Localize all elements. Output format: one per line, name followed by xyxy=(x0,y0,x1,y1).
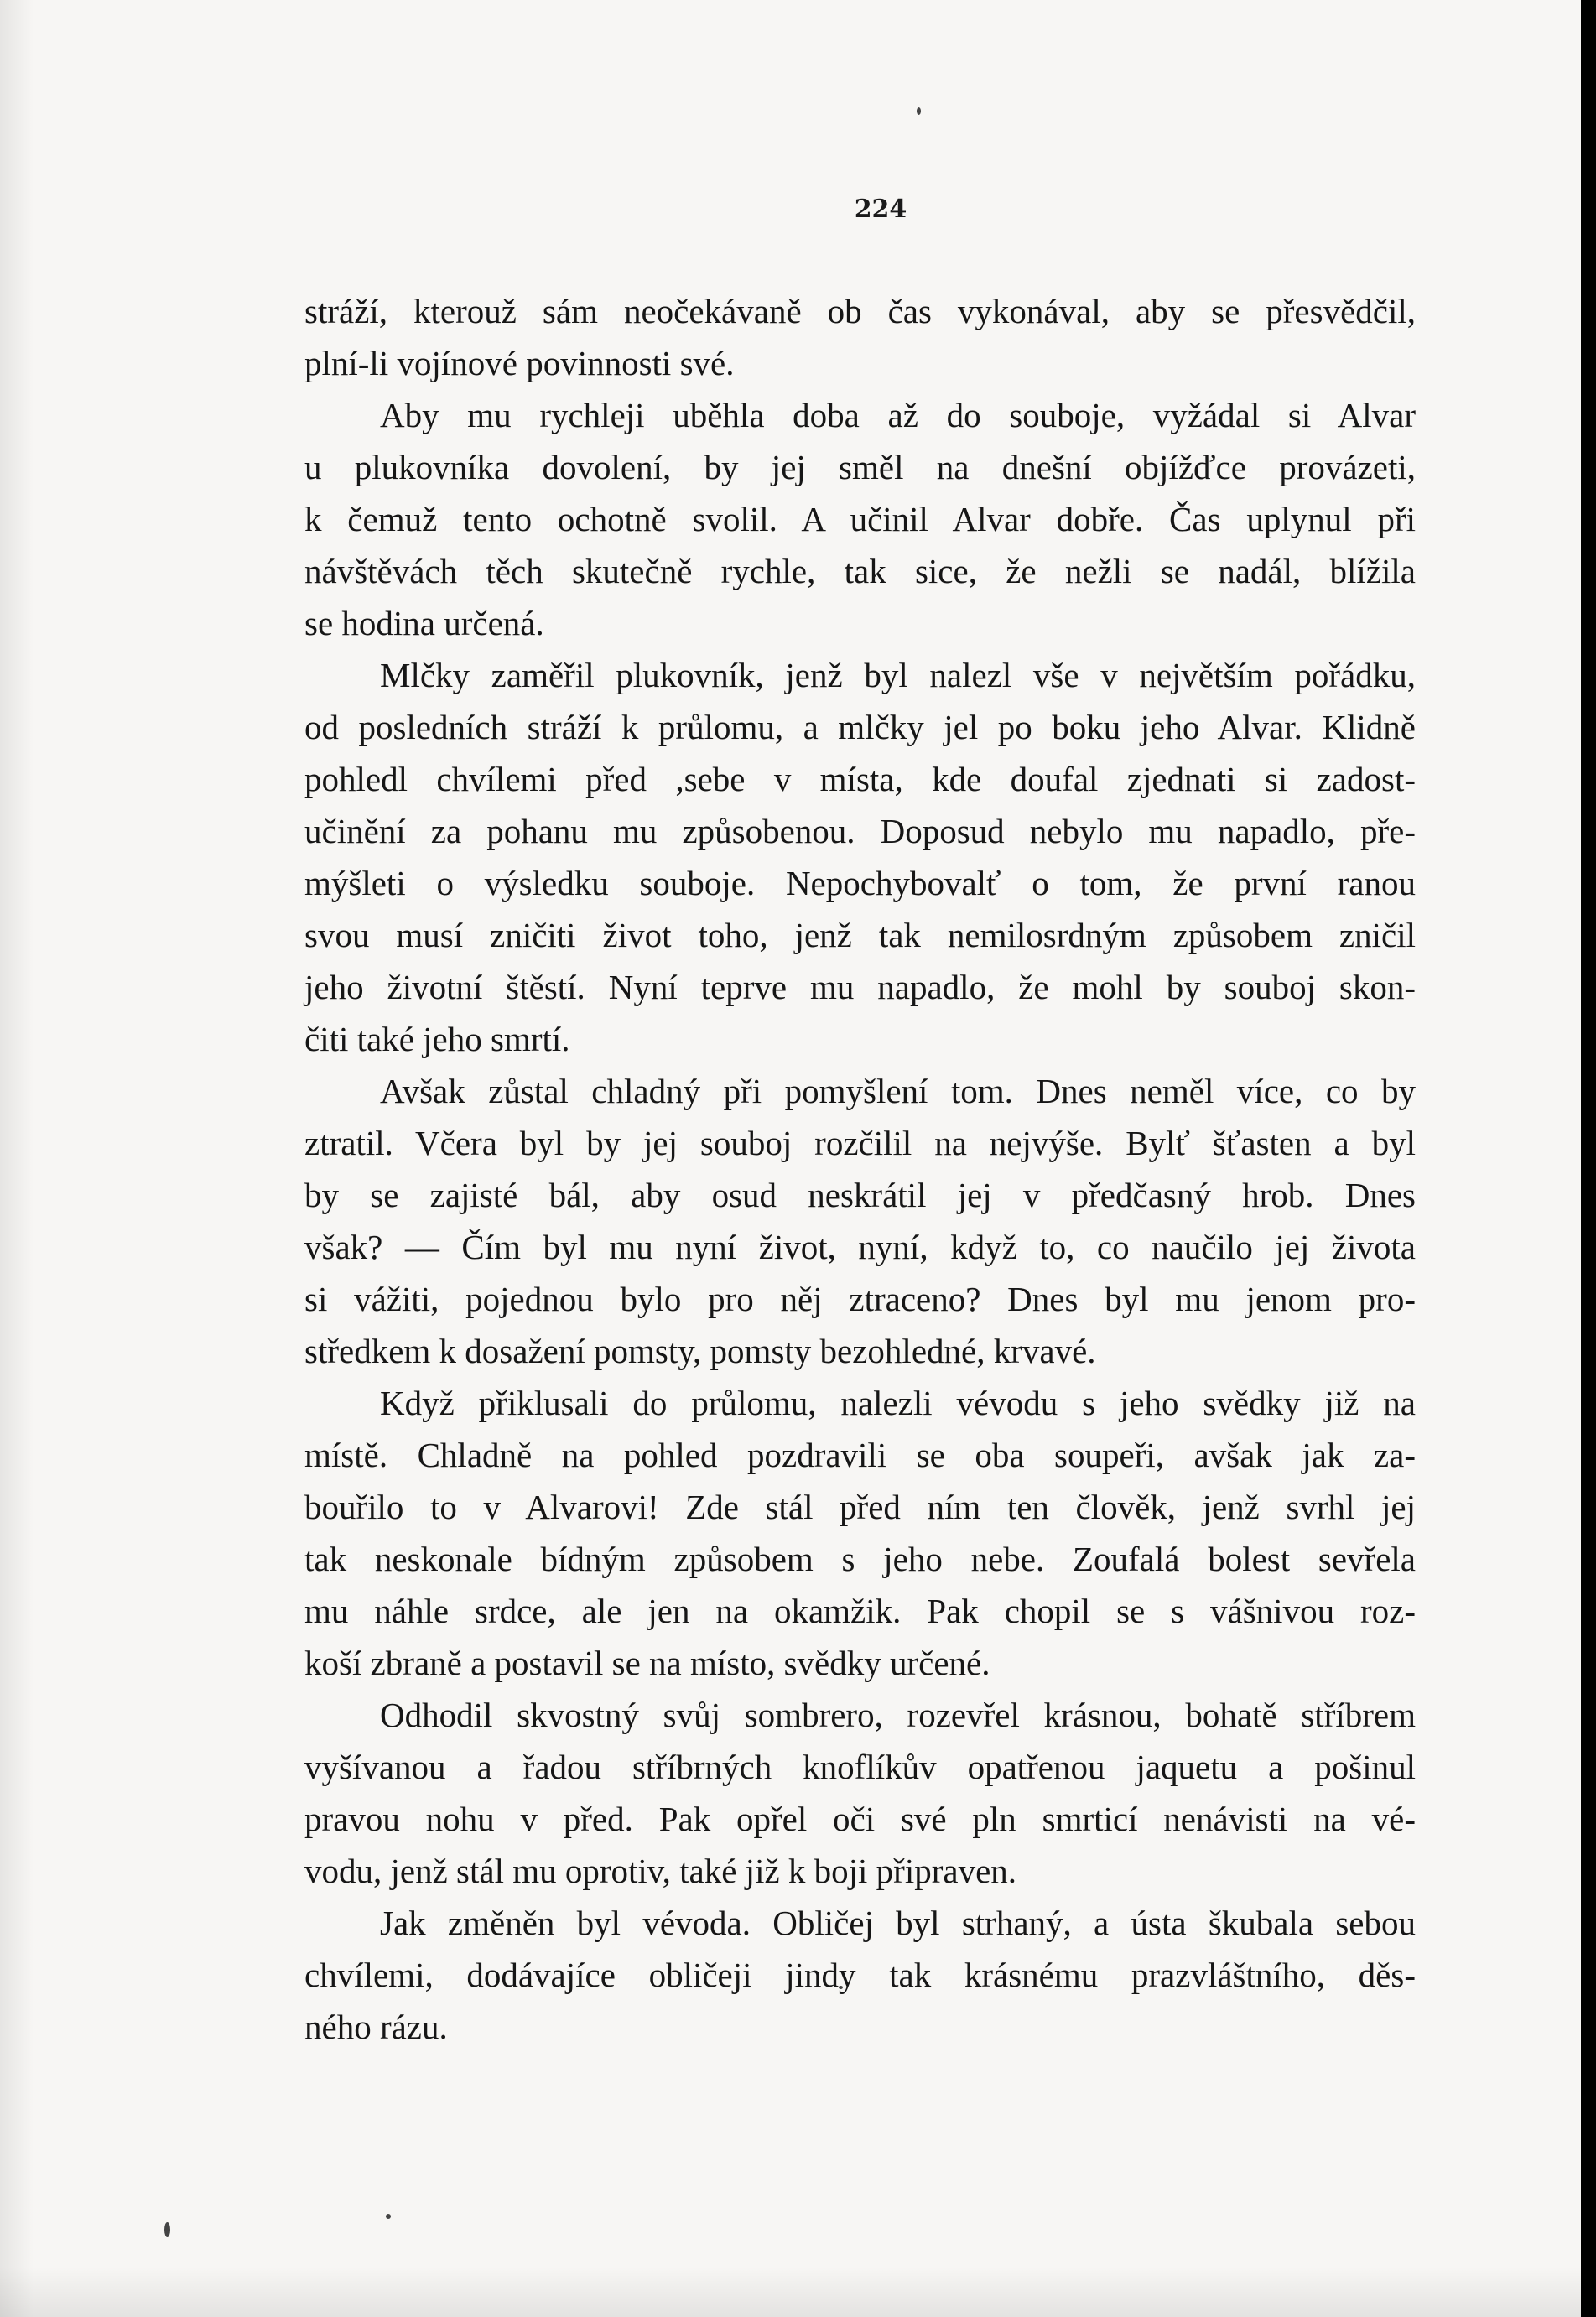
text-line: u plukovníka dovolení, by jej směl na dnešní objížďce provázeti, xyxy=(304,448,1416,486)
text-line: by se zajisté bál, aby osud neskrátil jej v předčasný hrob. Dnes xyxy=(304,1176,1416,1214)
text-line: plní-li vojínové povinnosti své. xyxy=(304,344,735,382)
text-line: od posledních stráží k průlomu, a mlčky jel po boku jeho Alvar. Klidně xyxy=(304,708,1416,746)
text-line: mu náhle srdce, ale jen na okamžik. Pak chopil se s vášnivou roz- xyxy=(304,1592,1416,1630)
text-line: Když přiklusali do průlomu, nalezli vévodu s jeho svědky již na xyxy=(380,1384,1416,1422)
paragraph xyxy=(304,285,1416,389)
text-line: středkem k dosažení pomsty, pomsty bezohledné, krvavé. xyxy=(304,1332,1096,1370)
scan-speck xyxy=(164,2222,170,2237)
text-line: ného rázu. xyxy=(304,2008,448,2046)
paragraph xyxy=(304,1689,1416,1897)
text-line: mýšleti o výsledku souboje. Nepochybovalť o tom, že první ranou xyxy=(304,864,1416,902)
scan-speck xyxy=(917,107,921,115)
text-line: Odhodil skvostný svůj sombrero, rozevřel krásnou, bohatě stříbrem xyxy=(380,1696,1416,1734)
text-line: učinění za pohanu mu způsobenou. Doposud nebylo mu napadlo, pře- xyxy=(304,812,1416,850)
paragraph xyxy=(304,1897,1416,2053)
text-line: chvílemi, dodávajíce obličeji jindy tak krásnému prazvláštního, děs- xyxy=(304,1956,1416,1994)
paragraph xyxy=(304,649,1416,1065)
page-edge-shadow xyxy=(0,0,34,2317)
scan-border xyxy=(1581,0,1596,2317)
text-line: návštěvách těch skutečně rychle, tak sice, že nežli se nadál, blížila xyxy=(304,552,1416,590)
paragraph xyxy=(304,1065,1416,1377)
text-line: vyšívanou a řadou stříbrných knoflíkův opatřenou jaquetu a pošinul xyxy=(304,1748,1416,1786)
page-number: 224 xyxy=(854,195,907,224)
text-line: stráží, kterouž sám neočekávaně ob čas vykonával, aby se přesvědčil, xyxy=(304,292,1416,330)
paragraph xyxy=(304,1377,1416,1689)
text-line: koší zbraně a postavil se na místo, svědky určené. xyxy=(304,1644,990,1682)
text-line: tak neskonale bídným způsobem s jeho nebe. Zoufalá bolest sevřela xyxy=(304,1540,1416,1578)
body-text xyxy=(304,285,1416,2053)
scan-speck xyxy=(386,2214,391,2219)
text-line: svou musí zničiti život toho, jenž tak nemilosrdným způsobem zničil xyxy=(304,916,1416,954)
paragraph xyxy=(304,389,1416,649)
text-line: pohledl chvílemi před ,sebe v místa, kde doufal zjednati si zadost- xyxy=(304,760,1416,798)
text-line: Mlčky zaměřil plukovník, jenž byl nalezl vše v největším pořádku, xyxy=(380,656,1416,694)
text-line: pravou nohu v před. Pak opřel oči své pln smrticí nenávisti na vé- xyxy=(304,1800,1416,1838)
text-line: bouřilo to v Alvarovi! Zde stál před ním ten člověk, jenž svrhl jej xyxy=(304,1488,1416,1526)
text-line: jeho životní štěstí. Nyní teprve mu napadlo, že mohl by souboj skon- xyxy=(304,968,1416,1006)
text-line: Avšak zůstal chladný při pomyšlení tom. Dnes neměl více, co by xyxy=(380,1072,1416,1110)
text-line: Jak změněn byl vévoda. Obličej byl strhaný, a ústa škubala sebou xyxy=(380,1904,1416,1942)
text-line: místě. Chladně na pohled pozdravili se oba soupeři, avšak jak za- xyxy=(304,1436,1416,1474)
text-line: ztratil. Včera byl by jej souboj rozčilil na nejvýše. Bylť šťasten a byl xyxy=(304,1124,1416,1162)
text-line: se hodina určená. xyxy=(304,604,544,642)
text-line: vodu, jenž stál mu oprotiv, také již k boji připraven. xyxy=(304,1852,1017,1890)
text-line: však? — Čím byl mu nyní život, nyní, když to, co naučilo jej života xyxy=(304,1228,1416,1266)
text-line: k čemuž tento ochotně svolil. A učinil Alvar dobře. Čas uplynul při xyxy=(304,500,1416,538)
page-bottom-shadow xyxy=(0,2267,1581,2317)
text-line: si vážiti, pojednou bylo pro něj ztraceno? Dnes byl mu jenom pro- xyxy=(304,1280,1416,1318)
text-line: Aby mu rychleji uběhla doba až do souboje, vyžádal si Alvar xyxy=(380,396,1416,434)
text-line: čiti také jeho smrtí. xyxy=(304,1020,570,1058)
